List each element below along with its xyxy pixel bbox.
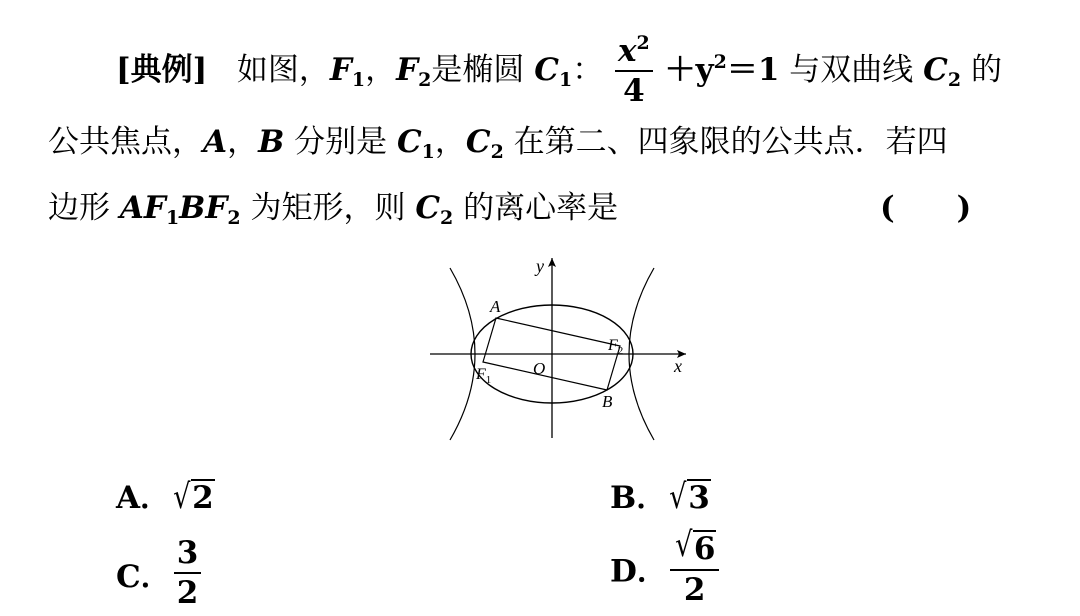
var-x: x [618, 33, 637, 69]
comma: ， [227, 124, 259, 160]
text: 边形 [48, 190, 120, 226]
exponent: 2 [713, 51, 727, 73]
question-line-2 [48, 122, 948, 162]
point-b: B [179, 190, 206, 226]
radical-sign: √ [675, 525, 693, 565]
label-a: A [490, 297, 501, 316]
equals-one: ＝1 [726, 52, 780, 88]
denominator: 4 [623, 73, 645, 109]
label-x: x [674, 356, 682, 376]
text: 在第二、四象限的公共点．若四 [503, 124, 948, 160]
point-a: A [119, 190, 144, 226]
conic-figure [428, 252, 698, 444]
denominator: 2 [176, 575, 199, 611]
subscript: 2 [947, 69, 962, 91]
point-b: B [258, 124, 285, 160]
radicand: 3 [688, 480, 710, 516]
colon: ： [572, 52, 604, 88]
label-o: O [533, 359, 546, 378]
label-b: B [602, 392, 613, 411]
focus-f2: F [396, 52, 419, 88]
subscript: 1 [351, 69, 366, 91]
radical-sign: √ [173, 477, 191, 517]
curve-c2: C [465, 124, 491, 160]
option-a-label: A． [116, 480, 172, 516]
subscript: 2 [440, 207, 454, 229]
numerator [670, 525, 720, 571]
label-f2: $F_2$ [608, 337, 624, 357]
subscript: 2 [490, 141, 504, 163]
curve-c2: C [415, 190, 441, 226]
text: 公共焦点， [48, 124, 203, 160]
sqrt-2 [171, 479, 215, 516]
option-b[interactable] [610, 472, 711, 517]
fraction-3-over-2 [174, 535, 202, 611]
example-tag: [典例] [116, 52, 208, 88]
sqrt-3 [667, 479, 711, 516]
subscript: 1 [165, 207, 180, 229]
sqrt-6 [673, 525, 717, 567]
option-b-label: B． [610, 480, 668, 516]
exponent: 2 [636, 32, 650, 54]
fraction-sqrt6-over-2 [670, 525, 720, 608]
plus-y [665, 52, 714, 88]
point-a: A [203, 124, 228, 160]
comma: ， [365, 52, 397, 88]
option-d[interactable] [610, 525, 721, 608]
text: 分别是 [284, 124, 397, 160]
option-c-label: C． [116, 559, 172, 595]
question-line-1 [116, 32, 1002, 109]
focus-f1: F [143, 190, 166, 226]
subscript: 1 [558, 69, 573, 91]
curve-c1: C [396, 124, 422, 160]
subscript: 1 [421, 141, 435, 163]
numerator: 3 [174, 538, 202, 574]
focus-f2: F [205, 190, 228, 226]
plus-y-text: ＋y [664, 52, 714, 88]
question-line-3 [48, 188, 618, 228]
label-f1: $F_1$ [476, 366, 492, 386]
subscript: 2 [418, 69, 432, 91]
curve-c1: C [534, 52, 559, 88]
text: 是椭圆 [431, 52, 535, 88]
option-c[interactable] [116, 535, 203, 611]
text: 与双曲线 [779, 52, 924, 88]
comma: ， [434, 124, 466, 160]
fraction-x2-over-4 [615, 32, 653, 109]
focus-f1: F [329, 52, 352, 88]
subscript: 2 [227, 207, 241, 229]
text: 如图， [236, 52, 330, 88]
text: 的 [961, 52, 1002, 88]
radicand: 2 [192, 480, 214, 516]
option-a[interactable] [116, 472, 215, 517]
text: 的离心率是 [453, 190, 619, 226]
text: 为矩形，则 [240, 190, 416, 226]
option-d-label: D． [610, 553, 668, 590]
radicand: 6 [693, 531, 716, 567]
radical-sign: √ [669, 477, 687, 517]
denominator: 2 [683, 572, 706, 608]
label-y: y [536, 256, 544, 276]
answer-parentheses: ( ) [880, 190, 972, 226]
curve-c2: C [923, 52, 948, 88]
